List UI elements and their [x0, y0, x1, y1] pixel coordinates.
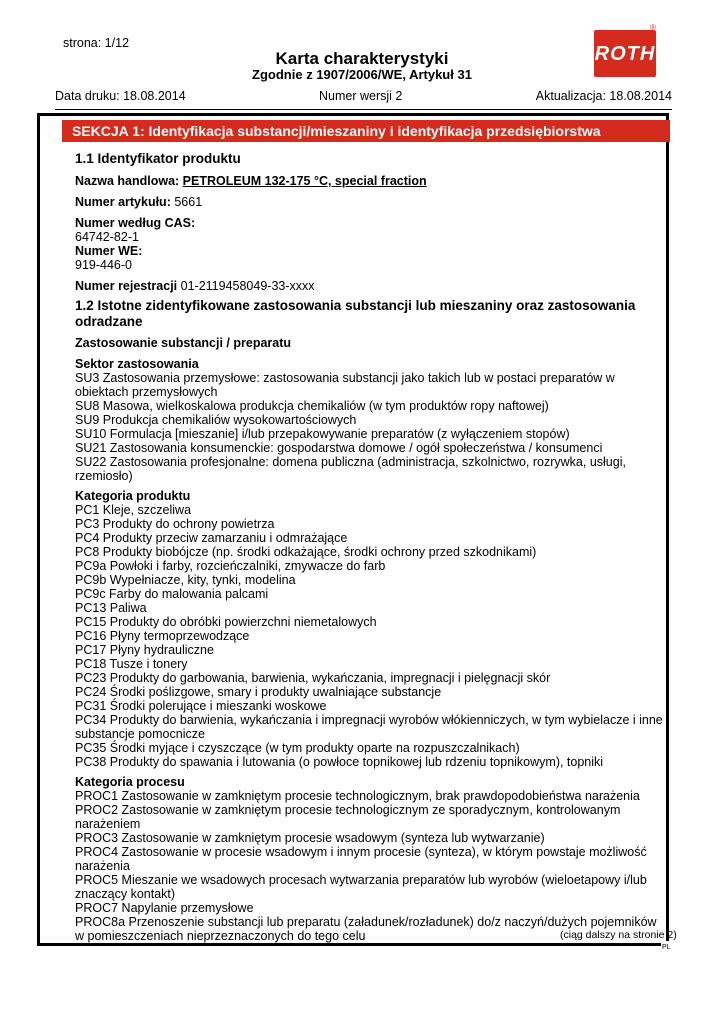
update-date: Aktualizacja: 18.08.2014	[535, 89, 672, 103]
registration-label: Numer rejestracji	[75, 279, 178, 293]
list-item: PC9a Powłoki i farby, rozcieńczalniki, zmywacze do farb	[75, 559, 386, 573]
product-category-label: Kategoria produktu	[75, 489, 191, 503]
list-item: PC17 Płyny hydrauliczne	[75, 643, 214, 657]
process-category-list	[75, 789, 665, 943]
list-item: SU3 Zastosowania przemysłowe: zastosowania substancji jako takich lub w postaci preparatów w obiektach przemysłowych	[75, 371, 615, 399]
list-item: PC9c Farby do malowania palcami	[75, 587, 269, 601]
product-category-list	[75, 503, 665, 769]
list-item: PC23 Produkty do garbowania, barwienia, wykańczania, impregnacji i pielęgnacji skór	[75, 671, 551, 685]
cas-value: 64742-82-1	[75, 230, 139, 244]
list-item: PC13 Paliwa	[75, 601, 147, 615]
list-item: SU21 Zastosowania konsumenckie: gospodarstwa domowe / ogół społeczeństwa / konsumenci	[75, 441, 603, 455]
version-number: Numer wersji 2	[319, 89, 403, 103]
language-code: PL	[661, 941, 672, 955]
list-item: SU9 Produkcja chemikaliów wysokowartościowych	[75, 413, 357, 427]
trade-name-label: Nazwa handlowa:	[75, 174, 180, 188]
section-1-title: SEKCJA 1: Identyfikacja substancji/mieszaniny i identyfikacja przedsiębiorstwa	[62, 120, 670, 142]
list-item: PC34 Produkty do barwienia, wykańczania i impregnacji wyrobów włókienniczych, w tym wybielacze i inne substancje pomocnicze	[75, 713, 663, 741]
list-item: PC18 Tusze i tonery	[75, 657, 188, 671]
list-item: PROC4 Zastosowanie w procesie wsadowym i innym procesie (synteza), w którym powstaje możliwość narażenia	[75, 845, 647, 873]
list-item: PC8 Produkty biobójcze (np. środki odkażające, środki ochrony przed szkodnikami)	[75, 545, 537, 559]
registration-value: 01-2119458049-33-xxxx	[180, 279, 315, 293]
list-item: PC35 Środki myjące i czyszczące (w tym produkty oparte na rozpuszczalnikach)	[75, 741, 520, 755]
list-item: PC31 Środki polerujące i mieszanki woskowe	[75, 699, 327, 713]
list-item: PC15 Produkty do obróbki powierzchni niemetalowych	[75, 615, 377, 629]
list-item: PC4 Produkty przeciw zamarzaniu i odmrażające	[75, 531, 348, 545]
trade-name-value: PETROLEUM 132-175 °C, special fraction	[182, 174, 427, 188]
article-number	[75, 195, 665, 209]
list-item: SU22 Zastosowania profesjonalne: domena publiczna (administracja, szkolnictwo, rozrywka, usługi, rzemiosło)	[75, 455, 626, 483]
footer-rule	[37, 943, 669, 946]
print-date: Data druku: 18.08.2014	[55, 89, 186, 103]
list-item: PROC1 Zastosowanie w zamkniętym procesie technologicznym, brak prawdopodobieństwa narażenia	[75, 789, 640, 803]
list-item: PC1 Kleje, szczeliwa	[75, 503, 192, 517]
we-value: 919-446-0	[75, 258, 132, 272]
page-number: strona: 1/12	[63, 36, 130, 50]
article-value: 5661	[174, 195, 203, 209]
article-label: Numer artykułu:	[75, 195, 171, 209]
document-subtitle: Zgodnie z 1907/2006/WE, Artykuł 31	[252, 67, 472, 82]
list-item: PC16 Płyny termoprzewodzące	[75, 629, 250, 643]
subsection-1-1-title: 1.1 Identyfikator produktu	[75, 151, 241, 166]
list-item: PROC3 Zastosowanie w zamkniętym procesie wsadowym (synteza lub wytwarzanie)	[75, 831, 545, 845]
list-item: PROC7 Napylanie przemysłowe	[75, 901, 254, 915]
document-meta	[55, 89, 672, 110]
roth-logo	[594, 30, 656, 77]
list-item: PROC8a Przenoszenie substancji lub preparatu (załadunek/rozładunek) do/z naczyń/dużych pojemników w pomieszczeniach nieprzeznaczonych do tego celu	[75, 915, 657, 943]
sector-list	[75, 371, 665, 483]
section-1-content	[75, 150, 665, 943]
continued-note: (ciąg dalszy na stronie 2)	[560, 929, 677, 941]
list-item: PC38 Produkty do spawania i lutowania (o powłoce topnikowej lub rdzeniu topnikowym), topniki	[75, 755, 604, 769]
usage-label: Zastosowanie substancji / preparatu	[75, 336, 292, 350]
list-item: PC3 Produkty do ochrony powietrza	[75, 517, 275, 531]
document-title: Karta charakterystyki	[275, 49, 449, 68]
registration-number	[75, 279, 665, 293]
cas-label: Numer według CAS:	[75, 216, 196, 230]
list-item: PC9b Wypełniacze, kity, tynki, modelina	[75, 573, 296, 587]
trade-name	[75, 174, 665, 188]
list-item: PC24 Środki poślizgowe, smary i produkty uwalniające substancje	[75, 685, 442, 699]
list-item: SU10 Formulacja [mieszanie] i/lub przepakowywanie preparatów (z wyłączeniem stopów)	[75, 427, 570, 441]
logo-text: ROTH	[594, 42, 656, 65]
we-label: Numer WE:	[75, 244, 143, 258]
sector-label: Sektor zastosowania	[75, 357, 199, 371]
list-item: PROC5 Mieszanie we wsadowych procesach wytwarzania preparatów lub wyrobów (wieloetapowy i/lub znaczący kontakt)	[75, 873, 647, 901]
list-item: SU8 Masowa, wielkoskalowa produkcja chemikaliów (w tym produktów ropy naftowej)	[75, 399, 549, 413]
list-item: PROC2 Zastosowanie w zamkniętym procesie technologicznym ze sporadycznym, kontrolowanym narażeniem	[75, 803, 621, 831]
registered-mark: ®	[650, 23, 656, 32]
subsection-1-2-title: 1.2 Istotne zidentyfikowane zastosowania substancji lub mieszaniny oraz zastosowania odradzane	[75, 298, 636, 329]
process-category-label: Kategoria procesu	[75, 775, 185, 789]
